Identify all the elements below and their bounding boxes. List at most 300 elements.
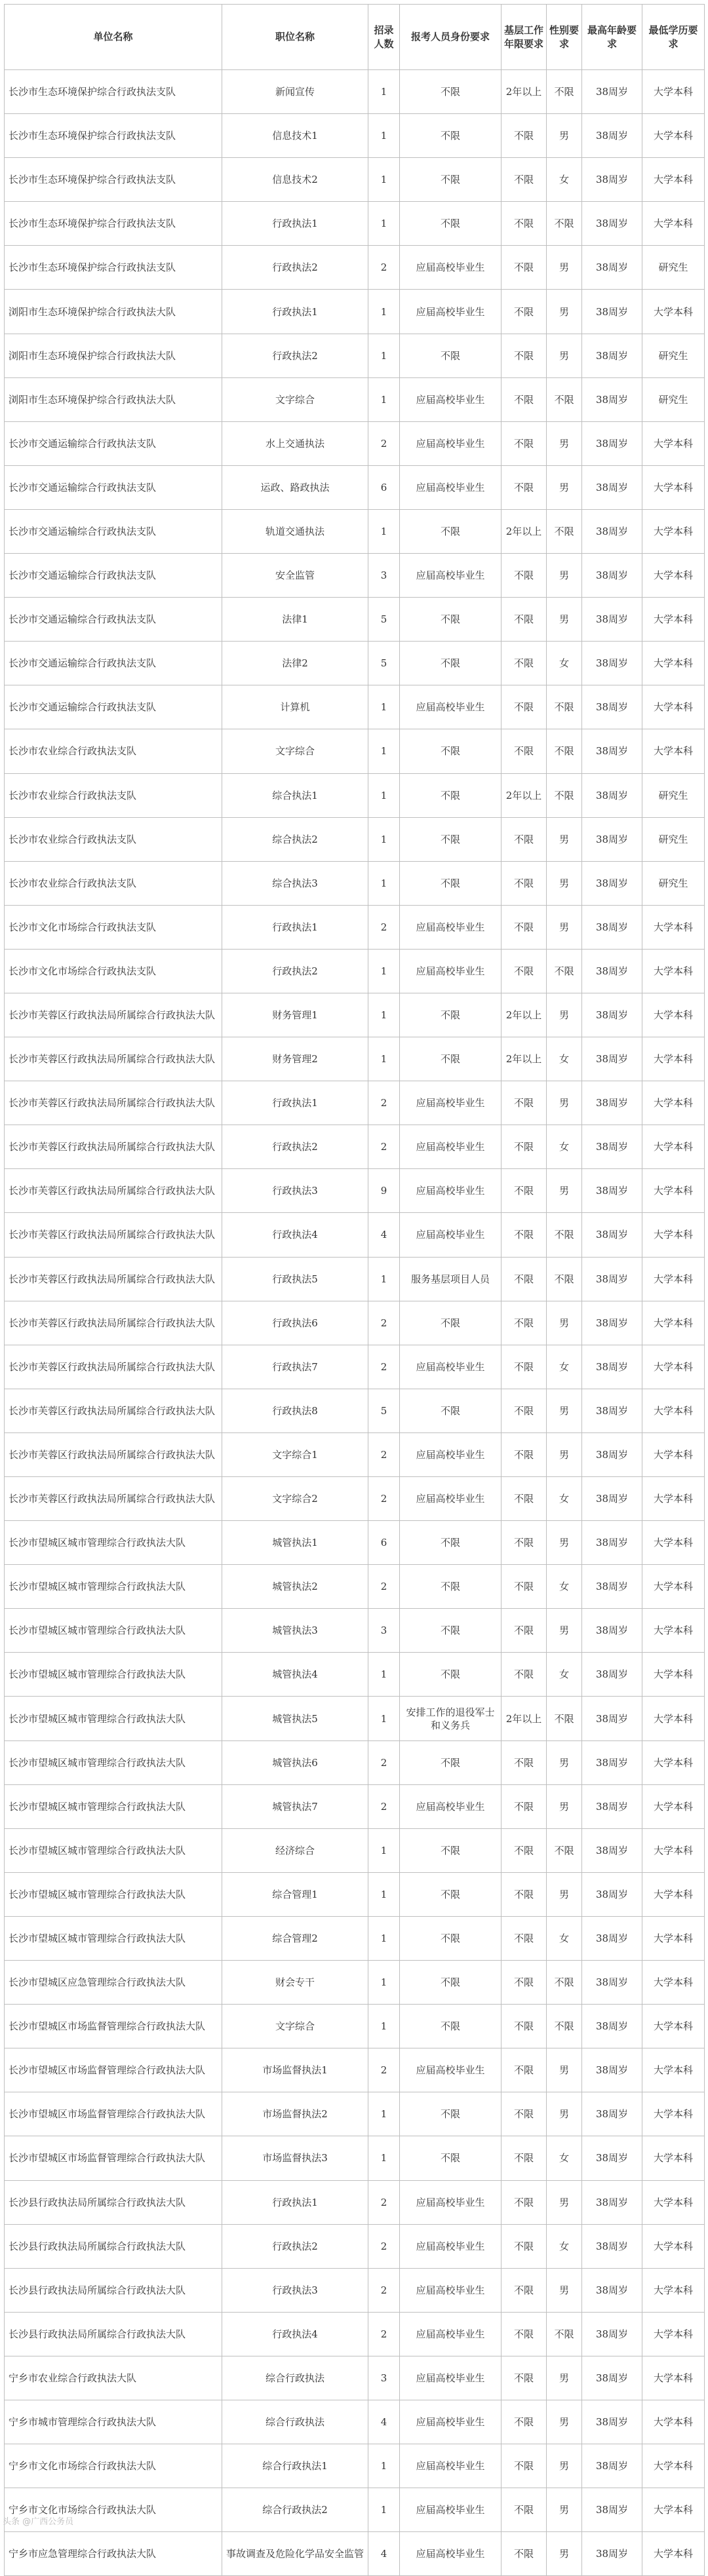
cell-min-education: 大学本科 [642,905,705,949]
cell-max-age: 38周岁 [582,2532,642,2576]
cell-gender: 不限 [547,509,582,553]
cell-position-name: 行政执法2 [222,2224,368,2268]
cell-work-years: 不限 [502,1125,547,1169]
cell-position-name: 财务管理2 [222,1037,368,1081]
cell-min-education: 大学本科 [642,1653,705,1697]
cell-recruit-count: 1 [368,1916,400,1960]
table-row [5,2136,705,2180]
cell-recruit-count: 1 [368,334,400,377]
table-row [5,554,705,598]
cell-position-name: 行政执法3 [222,1169,368,1213]
cell-work-years: 不限 [502,1609,547,1653]
table-row [5,1169,705,1213]
cell-position-name: 经济综合 [222,1828,368,1872]
cell-unit-name: 长沙市芙蓉区行政执法局所属综合行政执法大队 [5,993,222,1037]
cell-work-years: 不限 [502,1345,547,1389]
cell-unit-name: 宁乡市文化市场综合行政执法大队 [5,2488,222,2532]
cell-gender: 不限 [547,729,582,773]
table-row [5,1565,705,1609]
cell-gender: 女 [547,2136,582,2180]
cell-recruit-count: 1 [368,2444,400,2488]
cell-recruit-count: 2 [368,1784,400,1828]
cell-work-years: 不限 [502,421,547,465]
cell-gender: 不限 [547,2005,582,2048]
cell-gender: 女 [547,1125,582,1169]
table-row [5,949,705,993]
cell-min-education: 大学本科 [642,1301,705,1345]
table-row [5,2224,705,2268]
cell-gender: 不限 [547,773,582,817]
cell-work-years: 不限 [502,905,547,949]
cell-recruit-count: 2 [368,1345,400,1389]
cell-max-age: 38周岁 [582,1389,642,1432]
cell-position-name: 财务管理1 [222,993,368,1037]
table-row [5,2048,705,2092]
cell-max-age: 38周岁 [582,70,642,114]
cell-gender: 男 [547,817,582,861]
cell-max-age: 38周岁 [582,685,642,729]
cell-position-name: 行政执法4 [222,2312,368,2356]
cell-unit-name: 长沙市农业综合行政执法支队 [5,773,222,817]
cell-min-education: 研究生 [642,773,705,817]
cell-gender: 男 [547,598,582,642]
cell-identity-requirement: 应届高校毕业生 [400,554,502,598]
cell-max-age: 38周岁 [582,2356,642,2400]
cell-identity-requirement: 应届高校毕业生 [400,1477,502,1521]
header-min-education: 最低学历要求 [642,5,705,70]
cell-identity-requirement: 不限 [400,817,502,861]
cell-gender: 女 [547,1653,582,1697]
cell-unit-name: 长沙市生态环境保护综合行政执法支队 [5,114,222,158]
cell-unit-name: 长沙县行政执法局所属综合行政执法大队 [5,2268,222,2312]
header-gender: 性别要求 [547,5,582,70]
table-row [5,1081,705,1125]
cell-min-education: 研究生 [642,377,705,421]
cell-work-years: 不限 [502,729,547,773]
cell-work-years: 不限 [502,554,547,598]
cell-identity-requirement: 应届高校毕业生 [400,685,502,729]
cell-min-education: 大学本科 [642,2532,705,2576]
cell-unit-name: 长沙市望城区城市管理综合行政执法大队 [5,1916,222,1960]
cell-recruit-count: 1 [368,1257,400,1301]
cell-position-name: 行政执法4 [222,1213,368,1257]
table-row [5,1784,705,1828]
table-row [5,817,705,861]
cell-work-years: 不限 [502,642,547,685]
cell-gender: 男 [547,2444,582,2488]
cell-position-name: 行政执法5 [222,1257,368,1301]
cell-position-name: 行政执法1 [222,1081,368,1125]
cell-unit-name: 长沙市交通运输综合行政执法支队 [5,554,222,598]
cell-identity-requirement: 不限 [400,1521,502,1565]
table-row [5,2268,705,2312]
cell-position-name: 行政执法2 [222,246,368,290]
cell-gender: 男 [547,905,582,949]
table-row [5,1609,705,1653]
cell-max-age: 38周岁 [582,905,642,949]
cell-min-education: 大学本科 [642,2268,705,2312]
cell-unit-name: 长沙市望城区应急管理综合行政执法大队 [5,1961,222,2005]
table-row [5,1521,705,1565]
cell-identity-requirement: 应届高校毕业生 [400,465,502,509]
cell-identity-requirement: 不限 [400,729,502,773]
cell-min-education: 大学本科 [642,1389,705,1432]
cell-recruit-count: 1 [368,290,400,334]
cell-identity-requirement: 不限 [400,642,502,685]
cell-work-years: 不限 [502,1740,547,1784]
table-row [5,2532,705,2576]
cell-unit-name: 长沙市生态环境保护综合行政执法支队 [5,202,222,246]
cell-position-name: 综合行政执法 [222,2400,368,2444]
cell-unit-name: 长沙市芙蓉区行政执法局所属综合行政执法大队 [5,1081,222,1125]
cell-recruit-count: 1 [368,2136,400,2180]
cell-gender: 男 [547,993,582,1037]
cell-identity-requirement: 不限 [400,1389,502,1432]
cell-identity-requirement: 应届高校毕业生 [400,2400,502,2444]
cell-work-years: 不限 [502,2005,547,2048]
cell-max-age: 38周岁 [582,1565,642,1609]
cell-unit-name: 长沙市芙蓉区行政执法局所属综合行政执法大队 [5,1169,222,1213]
cell-work-years: 不限 [502,1169,547,1213]
cell-max-age: 38周岁 [582,773,642,817]
cell-min-education: 大学本科 [642,1257,705,1301]
cell-gender: 男 [547,2268,582,2312]
cell-recruit-count: 1 [368,861,400,905]
table-row [5,465,705,509]
cell-work-years: 不限 [502,1432,547,1476]
cell-max-age: 38周岁 [582,421,642,465]
cell-gender: 不限 [547,1961,582,2005]
table-row [5,1961,705,2005]
cell-max-age: 38周岁 [582,158,642,202]
cell-gender: 男 [547,1740,582,1784]
cell-max-age: 38周岁 [582,1740,642,1784]
cell-unit-name: 长沙市生态环境保护综合行政执法支队 [5,158,222,202]
cell-work-years: 2年以上 [502,509,547,553]
cell-min-education: 大学本科 [642,642,705,685]
table-row [5,729,705,773]
cell-gender: 女 [547,1916,582,1960]
cell-max-age: 38周岁 [582,202,642,246]
cell-min-education: 大学本科 [642,1961,705,2005]
cell-recruit-count: 2 [368,246,400,290]
cell-position-name: 市场监督执法2 [222,2092,368,2136]
header-unit-name: 单位名称 [5,5,222,70]
cell-min-education: 大学本科 [642,1169,705,1213]
cell-recruit-count: 2 [368,1740,400,1784]
cell-unit-name: 长沙市交通运输综合行政执法支队 [5,685,222,729]
cell-work-years: 不限 [502,2312,547,2356]
cell-recruit-count: 1 [368,1653,400,1697]
cell-identity-requirement: 不限 [400,1961,502,2005]
cell-identity-requirement: 不限 [400,114,502,158]
cell-recruit-count: 2 [368,2312,400,2356]
cell-recruit-count: 2 [368,1565,400,1609]
cell-identity-requirement: 不限 [400,70,502,114]
cell-work-years: 2年以上 [502,773,547,817]
cell-unit-name: 长沙市芙蓉区行政执法局所属综合行政执法大队 [5,1301,222,1345]
cell-work-years: 不限 [502,1961,547,2005]
cell-identity-requirement: 服务基层项目人员 [400,1257,502,1301]
cell-position-name: 综合行政执法 [222,2356,368,2400]
cell-work-years: 不限 [502,290,547,334]
cell-position-name: 市场监督执法3 [222,2136,368,2180]
cell-gender: 男 [547,2488,582,2532]
cell-recruit-count: 5 [368,598,400,642]
cell-max-age: 38周岁 [582,246,642,290]
cell-min-education: 大学本科 [642,202,705,246]
cell-max-age: 38周岁 [582,2180,642,2224]
cell-unit-name: 长沙市望城区城市管理综合行政执法大队 [5,1697,222,1740]
cell-min-education: 大学本科 [642,421,705,465]
table-row [5,334,705,377]
cell-unit-name: 长沙市文化市场综合行政执法支队 [5,949,222,993]
table-body [5,70,705,2576]
cell-min-education: 研究生 [642,334,705,377]
cell-work-years: 不限 [502,2224,547,2268]
cell-identity-requirement: 应届高校毕业生 [400,2444,502,2488]
cell-work-years: 不限 [502,158,547,202]
cell-recruit-count: 1 [368,1828,400,1872]
cell-min-education: 大学本科 [642,2488,705,2532]
cell-position-name: 事故调查及危险化学品安全监管 [222,2532,368,2576]
cell-position-name: 综合管理1 [222,1872,368,1916]
cell-recruit-count: 1 [368,993,400,1037]
cell-max-age: 38周岁 [582,729,642,773]
cell-min-education: 大学本科 [642,1521,705,1565]
cell-work-years: 不限 [502,685,547,729]
cell-position-name: 行政执法3 [222,2268,368,2312]
cell-max-age: 38周岁 [582,334,642,377]
cell-work-years: 2年以上 [502,70,547,114]
cell-recruit-count: 1 [368,817,400,861]
cell-max-age: 38周岁 [582,290,642,334]
table-row [5,1037,705,1081]
cell-recruit-count: 2 [368,1301,400,1345]
cell-identity-requirement: 应届高校毕业生 [400,290,502,334]
cell-recruit-count: 2 [368,421,400,465]
cell-min-education: 研究生 [642,817,705,861]
cell-max-age: 38周岁 [582,642,642,685]
cell-position-name: 行政执法7 [222,1345,368,1389]
table-row [5,2005,705,2048]
cell-recruit-count: 2 [368,2048,400,2092]
cell-work-years: 不限 [502,2444,547,2488]
cell-recruit-count: 1 [368,685,400,729]
cell-max-age: 38周岁 [582,949,642,993]
cell-min-education: 大学本科 [642,2180,705,2224]
cell-gender: 女 [547,1037,582,1081]
cell-max-age: 38周岁 [582,1697,642,1740]
cell-identity-requirement: 应届高校毕业生 [400,2224,502,2268]
cell-max-age: 38周岁 [582,1653,642,1697]
cell-position-name: 信息技术2 [222,158,368,202]
cell-identity-requirement: 不限 [400,1653,502,1697]
cell-position-name: 行政执法2 [222,1125,368,1169]
cell-min-education: 大学本科 [642,598,705,642]
cell-max-age: 38周岁 [582,598,642,642]
cell-work-years: 不限 [502,2092,547,2136]
cell-unit-name: 长沙市望城区城市管理综合行政执法大队 [5,1521,222,1565]
table-row [5,1740,705,1784]
cell-recruit-count: 1 [368,1697,400,1740]
cell-recruit-count: 5 [368,1389,400,1432]
cell-gender: 男 [547,1389,582,1432]
table-row [5,598,705,642]
table-row [5,1653,705,1697]
cell-gender: 男 [547,2400,582,2444]
cell-work-years: 不限 [502,1916,547,1960]
cell-recruit-count: 1 [368,158,400,202]
table-row [5,1828,705,1872]
cell-position-name: 计算机 [222,685,368,729]
cell-min-education: 大学本科 [642,70,705,114]
cell-unit-name: 长沙市生态环境保护综合行政执法支队 [5,246,222,290]
cell-max-age: 38周岁 [582,1916,642,1960]
cell-recruit-count: 4 [368,2400,400,2444]
cell-position-name: 综合管理2 [222,1916,368,1960]
table-row [5,2092,705,2136]
cell-position-name: 行政执法1 [222,290,368,334]
cell-gender: 女 [547,1345,582,1389]
cell-position-name: 城管执法2 [222,1565,368,1609]
table-row [5,2356,705,2400]
cell-work-years: 不限 [502,598,547,642]
cell-recruit-count: 2 [368,1477,400,1521]
cell-max-age: 38周岁 [582,377,642,421]
cell-position-name: 安全监管 [222,554,368,598]
cell-recruit-count: 3 [368,2356,400,2400]
cell-position-name: 行政执法1 [222,905,368,949]
table-row [5,2400,705,2444]
cell-gender: 不限 [547,70,582,114]
cell-max-age: 38周岁 [582,1169,642,1213]
cell-min-education: 大学本科 [642,729,705,773]
cell-max-age: 38周岁 [582,2092,642,2136]
table-row [5,905,705,949]
cell-recruit-count: 1 [368,70,400,114]
table-row [5,246,705,290]
cell-work-years: 不限 [502,2488,547,2532]
cell-position-name: 城管执法6 [222,1740,368,1784]
cell-work-years: 不限 [502,1872,547,1916]
cell-unit-name: 长沙市望城区城市管理综合行政执法大队 [5,1565,222,1609]
header-position-name: 职位名称 [222,5,368,70]
cell-max-age: 38周岁 [582,1609,642,1653]
cell-recruit-count: 2 [368,2268,400,2312]
cell-unit-name: 长沙市望城区市场监督管理综合行政执法大队 [5,2136,222,2180]
cell-recruit-count: 1 [368,2488,400,2532]
table-row [5,1432,705,1476]
cell-gender: 男 [547,2356,582,2400]
cell-gender: 男 [547,861,582,905]
cell-position-name: 行政执法6 [222,1301,368,1345]
cell-work-years: 不限 [502,2268,547,2312]
cell-gender: 女 [547,158,582,202]
cell-min-education: 大学本科 [642,2400,705,2444]
cell-position-name: 综合执法1 [222,773,368,817]
cell-unit-name: 长沙市望城区城市管理综合行政执法大队 [5,1653,222,1697]
cell-unit-name: 浏阳市生态环境保护综合行政执法大队 [5,377,222,421]
cell-recruit-count: 2 [368,1125,400,1169]
cell-max-age: 38周岁 [582,1872,642,1916]
table-row [5,1872,705,1916]
cell-gender: 女 [547,2224,582,2268]
cell-position-name: 城管执法1 [222,1521,368,1565]
header-recruit-count: 招录人数 [368,5,400,70]
cell-identity-requirement: 应届高校毕业生 [400,1081,502,1125]
cell-min-education: 大学本科 [642,465,705,509]
cell-work-years: 不限 [502,1081,547,1125]
cell-unit-name: 长沙市交通运输综合行政执法支队 [5,421,222,465]
cell-max-age: 38周岁 [582,2400,642,2444]
cell-position-name: 综合执法3 [222,861,368,905]
cell-recruit-count: 1 [368,202,400,246]
cell-gender: 男 [547,2180,582,2224]
cell-max-age: 38周岁 [582,1037,642,1081]
cell-gender: 不限 [547,2312,582,2356]
cell-max-age: 38周岁 [582,1345,642,1389]
cell-recruit-count: 6 [368,465,400,509]
cell-identity-requirement: 应届高校毕业生 [400,2048,502,2092]
table-row [5,685,705,729]
cell-min-education: 大学本科 [642,1697,705,1740]
cell-min-education: 大学本科 [642,2005,705,2048]
cell-min-education: 大学本科 [642,2444,705,2488]
cell-min-education: 大学本科 [642,1609,705,1653]
cell-work-years: 不限 [502,2400,547,2444]
cell-max-age: 38周岁 [582,1301,642,1345]
cell-position-name: 文字综合 [222,2005,368,2048]
cell-work-years: 不限 [502,202,547,246]
cell-identity-requirement: 应届高校毕业生 [400,2532,502,2576]
cell-work-years: 不限 [502,2048,547,2092]
cell-min-education: 大学本科 [642,1432,705,1476]
cell-min-education: 大学本科 [642,1213,705,1257]
cell-identity-requirement: 不限 [400,861,502,905]
table-row [5,2488,705,2532]
cell-recruit-count: 2 [368,905,400,949]
cell-max-age: 38周岁 [582,2005,642,2048]
table-row [5,773,705,817]
cell-recruit-count: 4 [368,2532,400,2576]
cell-gender: 男 [547,1872,582,1916]
cell-recruit-count: 1 [368,729,400,773]
cell-recruit-count: 3 [368,1609,400,1653]
cell-gender: 男 [547,2092,582,2136]
cell-unit-name: 长沙县行政执法局所属综合行政执法大队 [5,2312,222,2356]
cell-gender: 男 [547,334,582,377]
cell-position-name: 综合执法2 [222,817,368,861]
cell-max-age: 38周岁 [582,2312,642,2356]
cell-work-years: 2年以上 [502,1697,547,1740]
cell-position-name: 法律2 [222,642,368,685]
cell-identity-requirement: 不限 [400,158,502,202]
table-row [5,1697,705,1740]
cell-position-name: 城管执法7 [222,1784,368,1828]
cell-identity-requirement: 不限 [400,1037,502,1081]
cell-max-age: 38周岁 [582,1257,642,1301]
cell-max-age: 38周岁 [582,817,642,861]
table-row [5,1125,705,1169]
cell-unit-name: 长沙市望城区市场监督管理综合行政执法大队 [5,2005,222,2048]
table-row [5,290,705,334]
cell-position-name: 综合行政执法2 [222,2488,368,2532]
cell-work-years: 不限 [502,1477,547,1521]
header-row [5,5,705,70]
cell-min-education: 大学本科 [642,1565,705,1609]
cell-identity-requirement: 不限 [400,202,502,246]
